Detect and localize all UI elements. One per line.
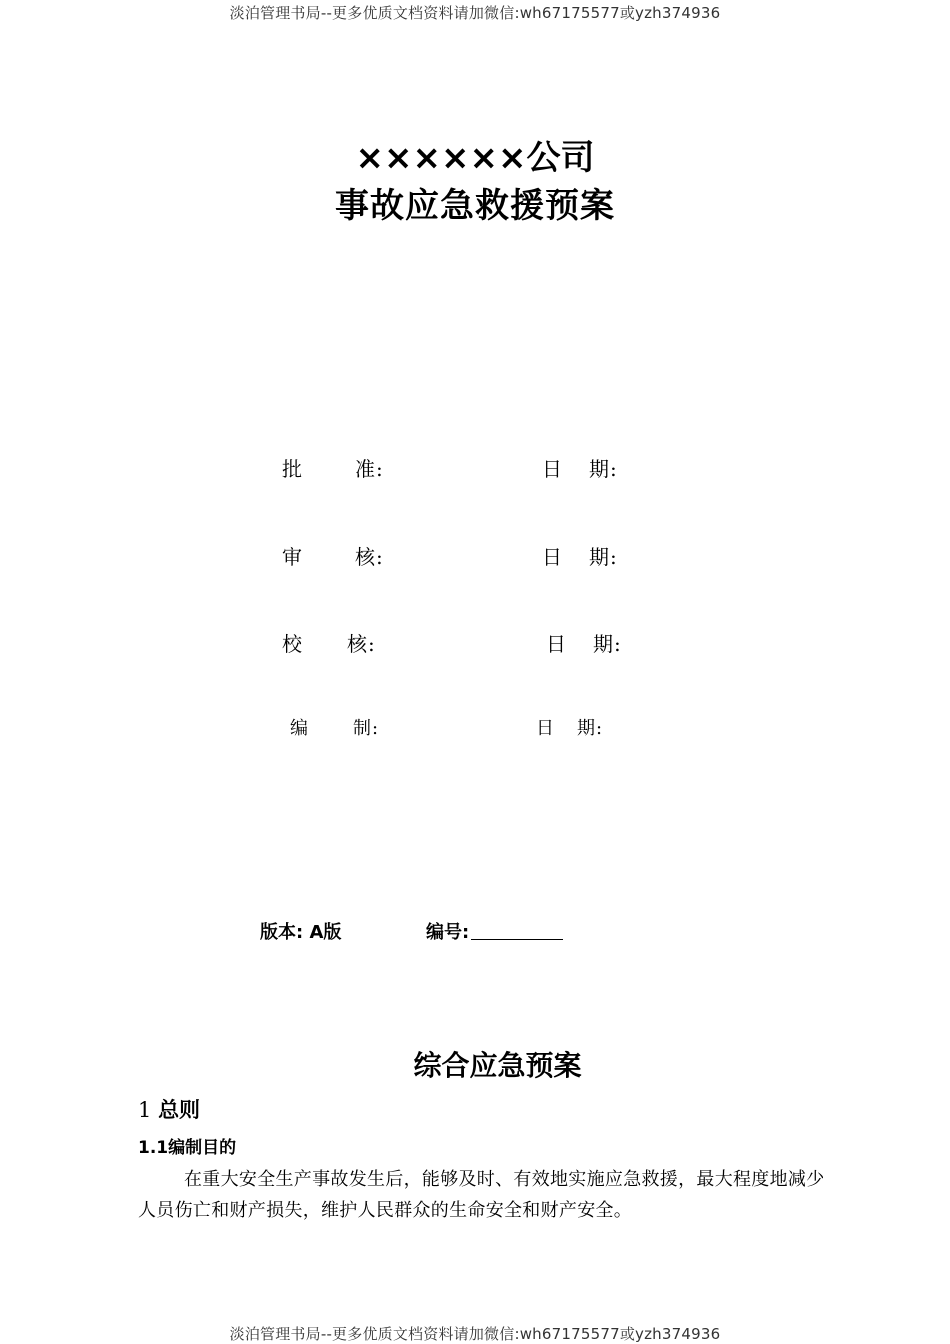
section-title: 综合应急预案 [413,1049,582,1082]
page-footer: 淡泊管理书局--更多优质文档资料请加微信:wh67175577或yzh374936 [229,1325,721,1343]
page-header: 淡泊管理书局--更多优质文档资料请加微信:wh67175577或yzh374936 [229,4,721,22]
company-title: ××××××公司 [355,138,595,178]
review-date-label: 日 期: [542,545,618,569]
document-number [426,918,563,944]
approve-label: 批 准: [282,457,384,481]
approve-date-label: 日 期: [542,457,618,481]
compile-date-label: 日 期: [536,718,604,739]
proofread-date-label: 日 期: [546,632,622,656]
version-label: 版本: A版 [260,922,342,943]
review-label: 审 核: [282,545,384,569]
heading-general: 1 总则 [138,1098,201,1122]
document-number-blank [471,921,563,940]
document-title: 事故应急救援预案 [335,186,615,226]
compile-label: 编 制: [290,718,380,739]
document-number-label: 编号: [426,922,470,943]
purpose-paragraph: 在重大安全生产事故发生后，能够及时、有效地实施应急救援，最大程度地减少人员伤亡和财产损失，维护人民群众的生命安全和财产安全。 [138,1169,825,1221]
proofread-label: 校 核: [282,632,376,656]
heading-purpose: 1.1编制目的 [138,1138,237,1158]
